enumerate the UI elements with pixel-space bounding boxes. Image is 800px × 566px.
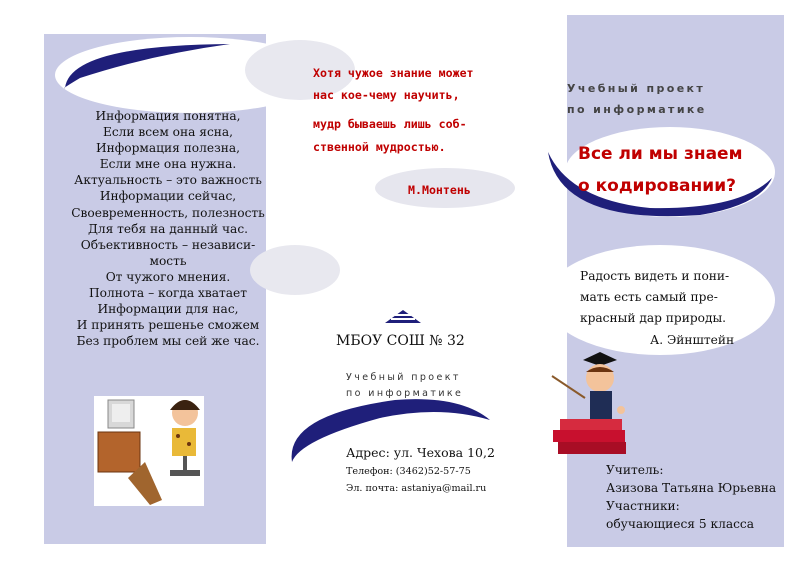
school-phone: Телефон: (3462)52-57-75 xyxy=(346,466,471,477)
poem-line: Информации сейчас, xyxy=(99,189,237,204)
poem-line: Объективность – независи- xyxy=(80,237,256,252)
title-line: Все ли мы знаем xyxy=(578,144,743,164)
quote-line: Хотя чужое знание может xyxy=(313,66,474,80)
poem-line: Без проблем мы сей же час. xyxy=(76,334,260,349)
brochure-title xyxy=(578,138,758,202)
project-label-middle xyxy=(346,370,463,402)
project-label-right xyxy=(567,78,707,120)
professor-on-books-image xyxy=(552,352,626,454)
poem-line: Информация понятна, xyxy=(95,109,241,123)
poem-line: Для тебя на данный час. xyxy=(87,221,249,236)
school-email: Эл. почта: astaniya@mail.ru xyxy=(346,483,487,494)
credits-line: Азизова Татьяна Юрьевна xyxy=(606,481,777,495)
poem-line: Полнота – когда хватает xyxy=(89,286,247,301)
montaigne-quote-author: М.Монтень xyxy=(408,183,471,197)
poem-line: Если всем она ясна, xyxy=(102,125,234,140)
poem-line: Своевременность, полезность xyxy=(71,205,265,220)
poem-line: Информации для нас, xyxy=(97,302,239,317)
project-label-line: по информатике xyxy=(346,388,464,399)
poem-line: Если мне она нужна. xyxy=(99,157,237,172)
school-logo-icon xyxy=(385,310,421,323)
quote-line: мудр бываешь лишь соб- xyxy=(313,117,467,131)
einstein-quote-author: А. Эйнштейн xyxy=(650,333,735,347)
quote-line: мать есть самый пре- xyxy=(580,290,718,304)
credits-line: Учитель: xyxy=(606,463,664,477)
poem-line: мость xyxy=(149,253,187,268)
school-address: Адрес: ул. Чехова 10,2 xyxy=(346,445,495,460)
title-line: о кодировании? xyxy=(578,176,736,196)
einstein-quote xyxy=(580,266,760,329)
credits-line: обучающиеся 5 класса xyxy=(606,517,755,531)
quote-line: нас кое-чему научить, xyxy=(313,88,460,102)
project-label-line: Учебный проект xyxy=(346,372,461,383)
poem-text xyxy=(56,108,280,349)
project-label-line: Учебный проект xyxy=(567,82,706,95)
project-label-line: по информатике xyxy=(567,103,707,116)
montaigne-quote xyxy=(313,62,513,158)
credits-block xyxy=(606,461,786,533)
quote-line: ственной мудростью. xyxy=(313,140,446,154)
credits-line: Участники: xyxy=(606,499,680,513)
caveman-at-computer-image xyxy=(94,396,204,506)
school-name: МБОУ СОШ № 32 xyxy=(336,333,465,349)
poem-line: Информация полезна, xyxy=(95,141,241,156)
quote-line: красный дар природы. xyxy=(580,311,727,325)
poem-line: Актуальность – это важность xyxy=(74,173,262,188)
quote-line: Радость видеть и пони- xyxy=(580,269,730,283)
poem-line: И принять решенье сможем xyxy=(76,318,260,333)
poem-line: От чужого мнения. xyxy=(105,269,231,284)
